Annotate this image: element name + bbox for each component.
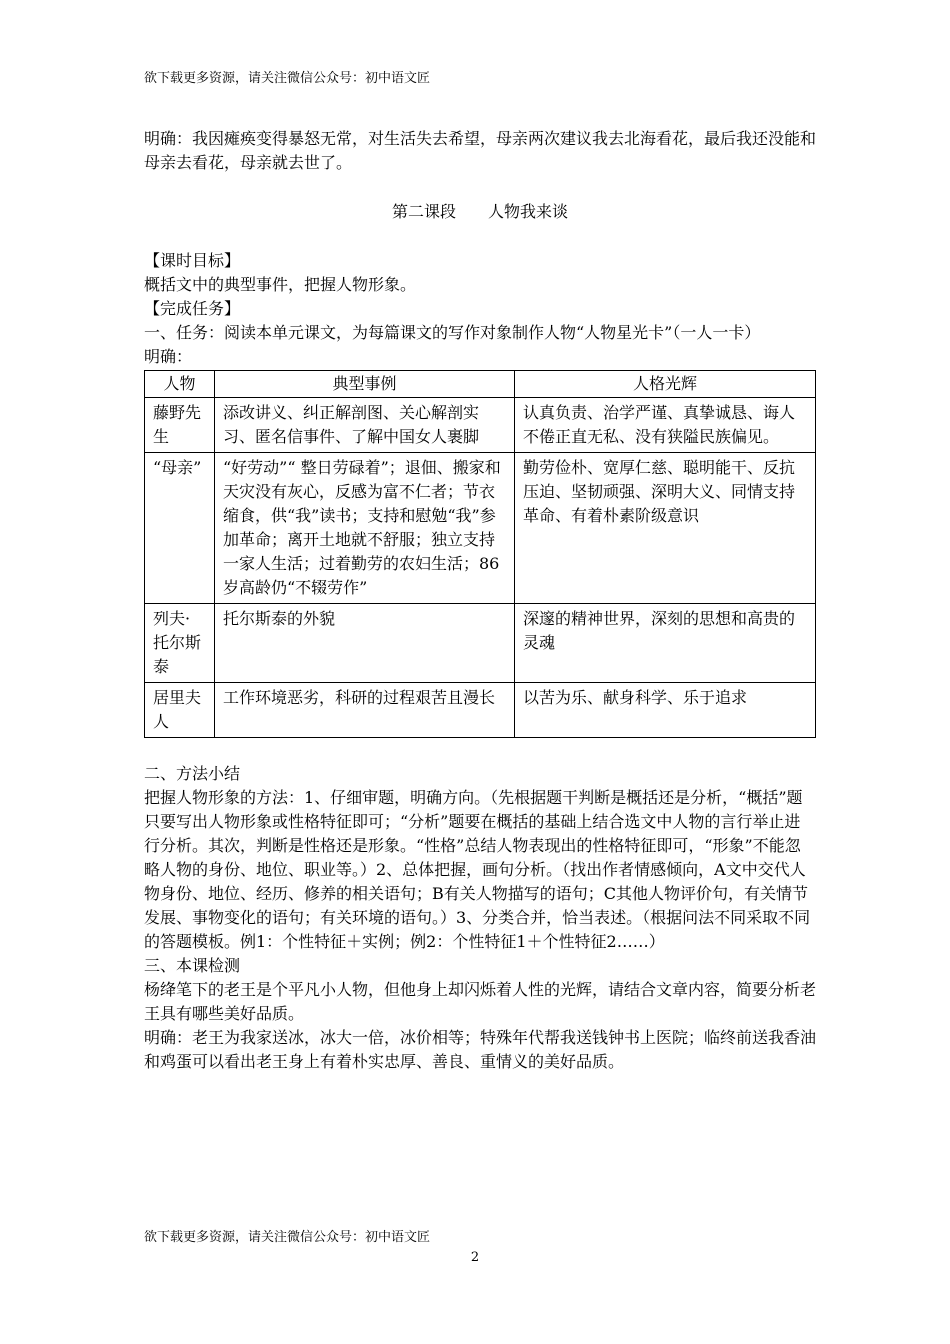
character-table bbox=[144, 370, 816, 738]
table-row bbox=[145, 683, 816, 738]
table-row bbox=[145, 604, 816, 683]
check-question: 杨绛笔下的老王是个平凡小人物，但他身上却闪烁着人性的光辉，请结合文章内容，简要分析老王具有哪些美好品质。 bbox=[144, 980, 817, 1023]
cell-person: 列夫·托尔斯泰 bbox=[145, 604, 215, 683]
answer-label: 明确： bbox=[144, 347, 193, 366]
intro-answer: 明确：我因瘫痪变得暴怒无常，对生活失去希望，母亲两次建议我去北海看花，最后我还没能和母亲去看花，母亲就去世了。 bbox=[144, 129, 817, 172]
cell-person: 藤野先生 bbox=[145, 398, 215, 453]
cell-person: 居里夫人 bbox=[145, 683, 215, 738]
cell-events: “好劳动”“ 整日劳碌着”；退佃、搬家和天灾没有灰心，反感为富不仁者；节衣缩食，供“我”读书；支持和慰勉“我”参加革命；离开土地就不舒服；独立支持一家人生活；过着勤劳的农妇生活；86岁高龄仍“不辍劳作” bbox=[215, 453, 515, 604]
table-header-cell: 人格光辉 bbox=[515, 371, 816, 398]
goal-text: 概括文中的典型事件，把握人物形象。 bbox=[144, 275, 417, 294]
page-number: 2 bbox=[470, 1250, 480, 1265]
cell-traits: 以苦为乐、献身科学、乐于追求 bbox=[515, 683, 816, 738]
table-header-row bbox=[145, 371, 816, 398]
cell-person: “母亲” bbox=[145, 453, 215, 604]
main-content bbox=[144, 127, 816, 1074]
section-title: 第二课段 人物我来谈 bbox=[391, 202, 568, 221]
task-text: 一、任务：阅读本单元课文，为每篇课文的写作对象制作人物“人物星光卡”（一人一卡） bbox=[144, 323, 761, 342]
check-answer: 明确：老王为我家送冰，冰大一倍，冰价相等；特殊年代帮我送钱钟书上医院；临终前送我香油和鸡蛋可以看出老王身上有着朴实忠厚、善良、重情义的美好品质。 bbox=[144, 1028, 817, 1071]
page-footer: 欲下载更多资源，请关注微信公众号：初中语文匠 bbox=[144, 1230, 431, 1245]
table-row bbox=[145, 453, 816, 604]
table-row bbox=[145, 398, 816, 453]
task-heading: 【完成任务】 bbox=[144, 299, 241, 318]
method-text: 把握人物形象的方法：1、仔细审题，明确方向。（先根据题干判断是概括还是分析，“概括”题只要写出人物形象或性格特征即可；“分析”题要在概括的基础上结合选文中人物的言行举止进行分析。其次，判断是性格还是形象。“性格”总结人物表现出的性格特征即可，“形象”不能忽略人物的身份、地位、职业等。）2、总体把握，画句分析。（找出作者情感倾向，A文中交代人物身份、地位、经历、修养的相关语句；B有关人物描写的语句；C其他人物评价句，有关情节发展、事物变化的语句；有关环境的语句。）3、分类合并，恰当表述。（根据问法不同采取不同的答题模板。例1：个性特征＋实例；例2：个性特征1＋个性特征2……） bbox=[144, 788, 811, 951]
cell-events: 托尔斯泰的外貌 bbox=[215, 604, 515, 683]
cell-traits: 勤劳俭朴、宽厚仁慈、聪明能干、反抗压迫、坚韧顽强、深明大义、同情支持革命、有着朴素阶级意识 bbox=[515, 453, 816, 604]
check-heading: 三、本课检测 bbox=[144, 956, 241, 975]
page-header: 欲下载更多资源，请关注微信公众号：初中语文匠 bbox=[144, 71, 431, 86]
cell-events: 添改讲义、纠正解剖图、关心解剖实习、匿名信事件、了解中国女人裹脚 bbox=[215, 398, 515, 453]
goal-heading: 【课时目标】 bbox=[144, 251, 241, 270]
cell-traits: 深邃的精神世界，深刻的思想和高贵的灵魂 bbox=[515, 604, 816, 683]
table-header-cell: 典型事例 bbox=[215, 371, 515, 398]
cell-events: 工作环境恶劣，科研的过程艰苦且漫长 bbox=[215, 683, 515, 738]
table-header-cell: 人物 bbox=[145, 371, 215, 398]
method-heading: 二、方法小结 bbox=[144, 764, 241, 783]
cell-traits: 认真负责、治学严谨、真挚诚恳、诲人不倦正直无私、没有狭隘民族偏见。 bbox=[515, 398, 816, 453]
